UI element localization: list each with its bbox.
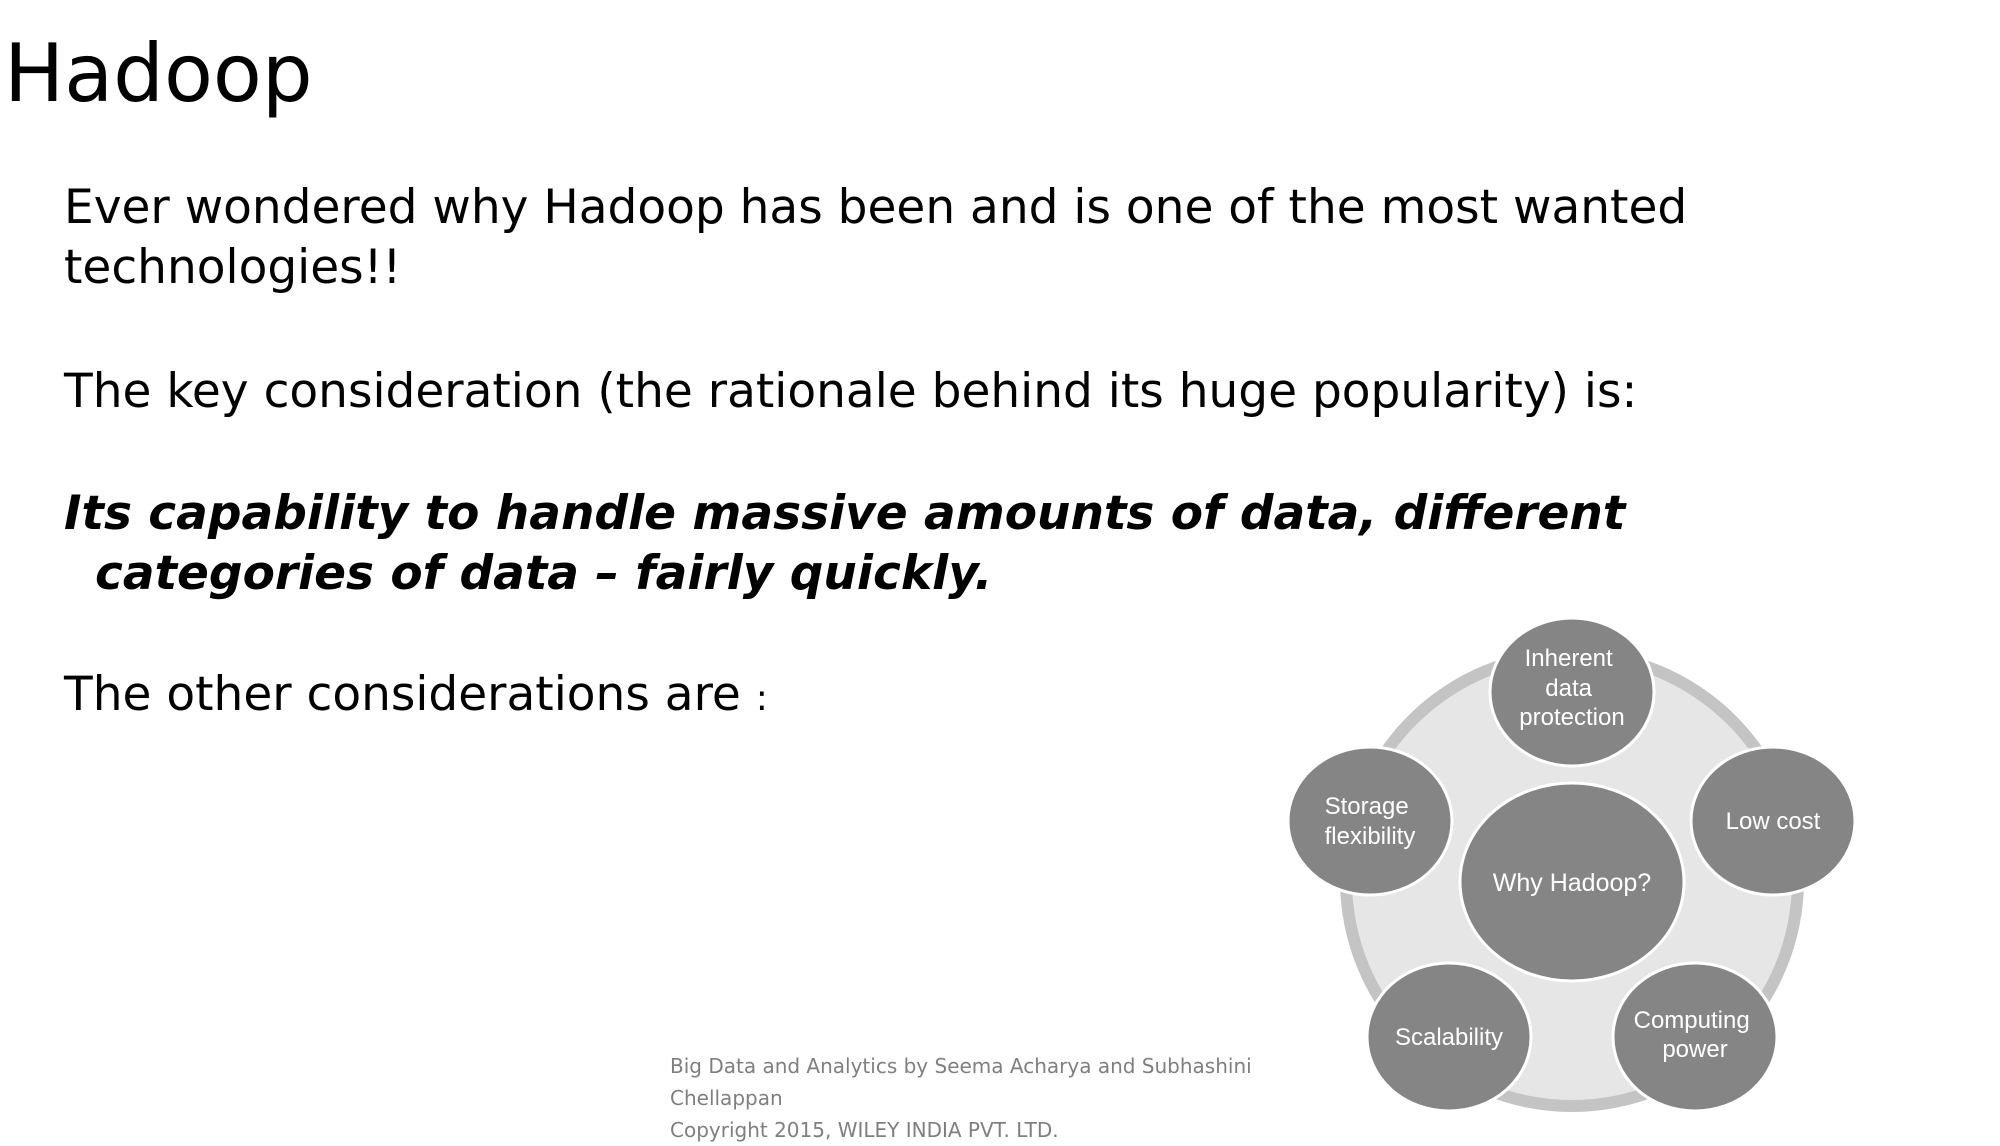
node-storage-label-2: flexibility	[1324, 823, 1416, 850]
key-consideration-text: The key consideration (the rationale behind its huge popularity) is:	[64, 364, 1638, 419]
node-low-cost-label: Low cost	[1725, 808, 1821, 835]
node-scalability	[1367, 963, 1531, 1111]
node-inherent-label-3: protection	[1519, 704, 1625, 731]
node-inherent-data-protection	[1490, 618, 1654, 766]
capability-line-1: Its capability to handle massive amounts of data, different	[64, 486, 1626, 541]
center-node-label: Why Hadoop?	[1492, 869, 1652, 897]
node-inherent-label-1: Inherent	[1524, 645, 1613, 672]
node-scalability-label: Scalability	[1394, 1024, 1504, 1051]
slide-title: Hadoop	[4, 27, 313, 120]
capability-line-2: categories of data – fairly quickly.	[95, 546, 993, 601]
intro-paragraph	[64, 178, 1687, 298]
other-considerations-colon: :	[755, 678, 768, 719]
intro-line-2: technologies!!	[64, 240, 402, 295]
other-considerations-label: The other considerations are	[64, 667, 741, 722]
footer-line-1: Big Data and Analytics by Seema Acharya and Subhashini	[670, 1054, 1252, 1078]
node-storage-flexibility	[1288, 747, 1452, 895]
node-computing-label-2: power	[1662, 1036, 1728, 1063]
footer-line-3: Copyright 2015, WILEY INDIA PVT. LTD.	[670, 1118, 1059, 1142]
intro-line-1: Ever wondered why Hadoop has been and is one of the most wanted	[64, 180, 1688, 235]
node-storage-label-1: Storage	[1324, 793, 1409, 820]
other-considerations-text	[64, 665, 768, 729]
capability-statement	[64, 484, 1625, 604]
node-computing-label-1: Computing	[1633, 1007, 1750, 1034]
footer-citation	[670, 1050, 1252, 1142]
footer-line-2: Chellappan	[670, 1086, 783, 1110]
node-low-cost	[1691, 747, 1855, 895]
center-node-why-hadoop	[1460, 783, 1684, 981]
node-computing-power	[1613, 963, 1777, 1111]
node-inherent-label-2: data	[1545, 675, 1593, 702]
why-hadoop-diagram	[1270, 610, 1870, 1120]
